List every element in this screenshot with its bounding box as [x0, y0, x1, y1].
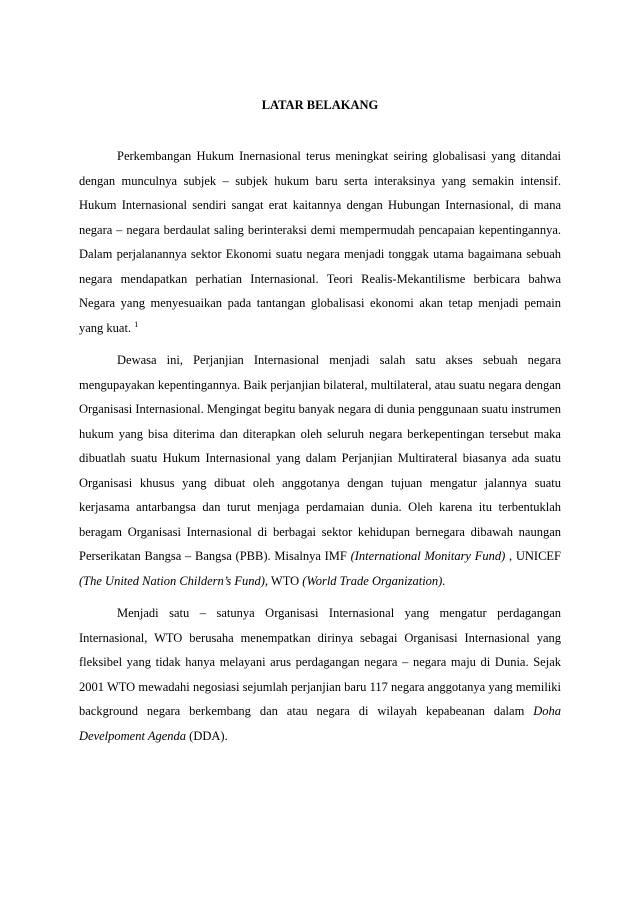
paragraph-3-tail: (DDA).	[186, 728, 228, 743]
wto-full-name: (World Trade Organization).	[302, 573, 446, 588]
paragraph-3	[79, 601, 561, 748]
paragraph-3-text: Menjadi satu – satunya Organisasi Internasional yang mengatur perdagangan Internasional, WTO berusaha menempatkan dirinya sebagai Organisasi Internasional yang fleksibel yang tidak hanya melayani arus perdagangan negara – negara maju di Dunia. Sejak 2001 WTO mewadahi negosiasi sejumlah perjanjian baru 117 negara anggotanya yang memiliki background negara berkembang dan atau negara di wilayah kepabeanan dalam	[79, 606, 561, 718]
separator-unicef: , UNICEF	[505, 549, 561, 563]
footnote-ref: 1	[134, 319, 139, 329]
separator-wto: WTO	[268, 573, 303, 588]
paragraph-1-text: Perkembangan Hukum Inernasional terus meningkat seiring globalisasi yang ditandai dengan munculnya subjek – subjek hukum baru serta interaksinya yang semakin intensif. Hukum Internasional sendiri sangat erat kaitannya dengan Hubungan Internasional, di mana negara – negara berdaulat saling berinteraksi demi mempermudah pencapaian kepentingannya. Dalam perjalanannya sektor Ekonomi suatu negara menjadi tonggak utama bagaimana sebuah negara mendapatkan perhatian Internasional. Teori Realis-Mekantilisme berbicara bahwa Negara yang menyesuaikan pada tantangan globalisasi ekonomi akan tetap menjadi pemain yang kuat.	[79, 149, 561, 335]
paragraph-2	[79, 348, 561, 593]
paragraph-1	[79, 144, 561, 340]
imf-full-name: (International Monitary Fund)	[350, 549, 506, 563]
doha-agenda-name: Doha Develpoment Agenda	[79, 704, 561, 743]
document-page	[79, 95, 561, 756]
paragraph-2-text: Dewasa ini, Perjanjian Internasional menjadi salah satu akses sebuah negara mengupayakan kepentingannya. Baik perjanjian bilateral, multilateral, atau suatu negara dengan Organisasi Internasional. Mengingat begitu banyak negara di dunia penggunaan suatu instrumen hukum yang bisa diterima dan diterapkan oleh seluruh negara berkepentingan tersebut maka dibuatlah suatu Hukum Internasional yang dalam Perjanjian Multirateral biasanya ada suatu Organisasi khusus yang dibuat oleh anggotanya dengan tujuan mengatur jalannya suatu kerjasama antarbangsa dan turut menjaga perdamaian dunia. Oleh karena itu terbentuklah beragam Organisasi Internasional di berbagai sektor kehidupan bernegara dibawah naungan Perserikatan Bangsa – Bangsa (PBB). Misalnya IMF	[79, 353, 561, 563]
unicef-full-name: (The United Nation Childern’s Fund),	[79, 573, 269, 588]
page-title: LATAR BELAKANG	[261, 98, 379, 112]
